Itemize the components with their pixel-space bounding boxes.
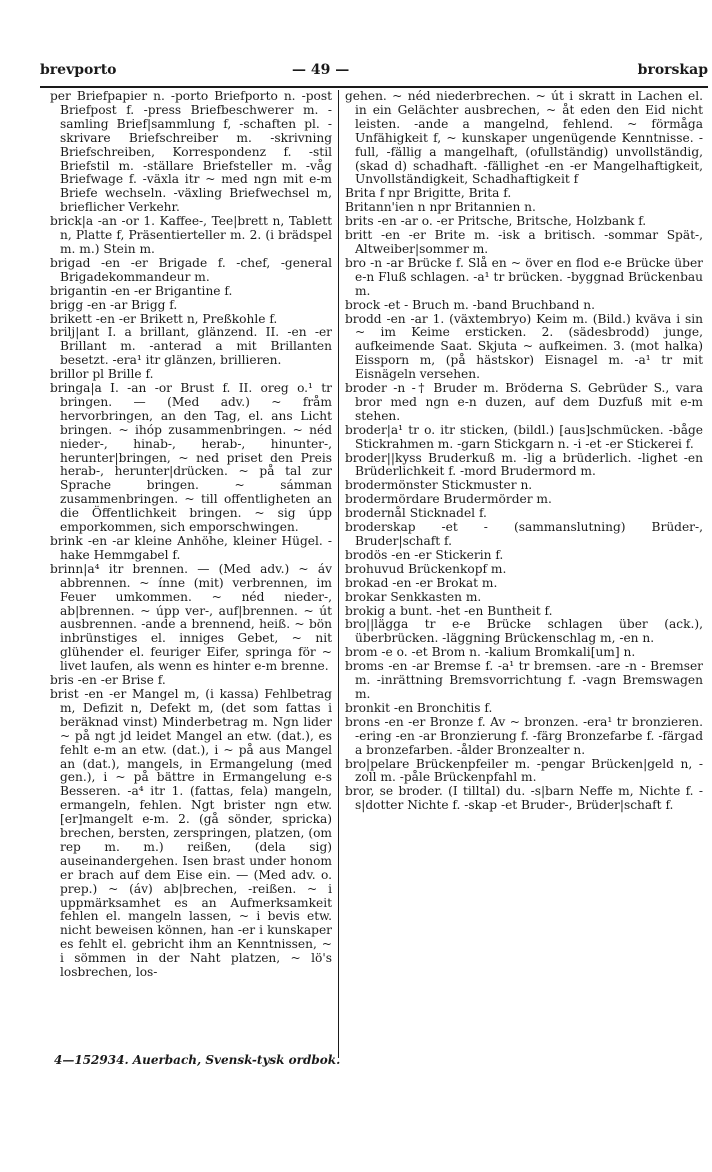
dictionary-entry: brilj|ant I. a brillant, glänzend. II. -en -er Brillant m. -anterad a mit Brillanten besetzt. -era¹ itr glänzen, brillieren. [50,325,332,368]
column-divider [338,90,339,1058]
dictionary-entry: brikett -en -er Brikett n, Preßkohle f. [50,311,278,326]
dictionary-entry: bro|pelare Brückenpfeiler m. -pengar Brücken|geld n, -zoll m. -påle Brückenpfahl m. [345,756,703,785]
dictionary-entry: broder|a¹ tr o. itr sticken, (bildl.) [aus]schmücken. -båge Stickrahmen m. -garn Stickgarn n. -i -et -er Stickerei f. [345,422,703,451]
header-rule [40,86,708,88]
page-footer: 4—152934. Auerbach, Svensk-tysk ordbok. [54,1053,341,1067]
left-headword: brevporto [40,62,117,78]
dictionary-entry: brits -en -ar o. -er Pritsche, Britsche, Holzbank f. [345,214,647,229]
dictionary-entry: brillor pl Brille f. [50,367,154,382]
right-column [345,90,703,813]
dictionary-entry: broderskap -et - (sammanslutning) Brüder-, Bruder|schaft f. [345,520,703,548]
dictionary-entry: brodermördare Brudermörder m. [345,492,552,507]
dictionary-entry: bris -en -er Brise f. [50,673,166,688]
right-headword: brorskap [637,62,708,78]
dictionary-entry: brigg -en -ar Brigg f. [50,297,178,312]
dictionary-entry: broder||kyss Bruderkuß m. -lig a brüderlich. -lighet -en Brüderlichkeit f. -mord Brudermord m. [345,450,703,479]
dictionary-entry: gehen. ~ néd niederbrechen. ~ út i skratt in Lachen el. in ein Gelächter ausbrechen, ~ åt eden den Eid nicht leisten. -ande a mangelnd, fehlend. ~ förmåga Unfähigkeit f, ~ kunskaper ungenügende Kenntnisse. -full, -fällig a mangelhaft, (ofullständig) unvollständig, (skad d) schadhaft. -fällighet -en -er Mangelhaftigkeit, Unvollständigkeit, Schadhaftigkeit f [345,89,703,187]
dictionary-entry: brodös -en -er Stickerin f. [345,547,504,562]
dictionary-entry: bringa|a I. -an -or Brust f. II. oreg o.¹ tr bringen. — (Med adv.) ~ fråm hervorbringen, an den Tag, el. ans Licht bringen. ~ ihóp zusammenbringen. ~ néd nieder-, hinab-, herab-, hinunter-, herunter|bringen, ~ ned priset den Preis herab-, herunter|drücken. ~ på tal zur Sprache bringen. ~ sámman zusammenbringen. ~ till offentligheten an die Öffentlichkeit bringen. ~ sig úpp emporkommen, sich emporschwingen. [50,381,332,535]
dictionary-entry: brock -et - Bruch m. -band Bruchband n. [345,297,595,312]
left-column [50,90,332,980]
dictionary-entry: brom -e o. -et Brom n. -kalium Bromkali[um] n. [345,645,636,660]
dictionary-entry: Britann'ien n npr Britannien n. [345,200,536,215]
dictionary-entry: brohuvud Brückenkopf m. [345,561,507,576]
dictionary-entry: brodernål Sticknadel f. [345,506,487,521]
dictionary-entry: brick|a -an -or 1. Kaffee-, Tee|brett n, Tablett n, Platte f, Präsentierteller m. 2. (i brädspel m. m.) Stein m. [50,214,332,256]
dictionary-entry: bro -n -ar Brücke f. Slå en ~ över en flod e-e Brücke über e-n Fluß schlagen. -a¹ tr brücken. -byggnad Brückenbau m. [345,255,703,298]
page-number: — 49 — [292,62,350,78]
dictionary-entry: bror, se broder. (I tilltal) du. -s|barn Neffe m, Nichte f. -s|dotter Nichte f. -skap -et Bruder-, Brüder|schaft f. [345,784,703,813]
dictionary-entry: broms -en -ar Bremse f. -a¹ tr bremsen. -are -n - Bremser m. -inrättning Bremsvorrichtung f. -vagn Bremswagen m. [345,659,703,701]
dictionary-entry: brokad -en -er Brokat m. [345,575,498,590]
dictionary-entry: brokar Senkkasten m. [345,589,482,604]
dictionary-entry: brodd -en -ar 1. (växtembryo) Keim m. (Bild.) kväva i sin ~ im Keime ersticken. 2. (sädesbrodd) junge, aufkeimende Saat. Skjuta ~ aufkeimen. 3. (mot halka) Eissporn m, (på hästskor) Eisnagel m. -a¹ tr mit Eisnägeln versehen. [345,311,703,382]
dictionary-entry: bronkit -en Bronchitis f. [345,700,493,715]
dictionary-entry: britt -en -er Brite m. -isk a britisch. -sommar Spät-, Altweiber|sommer m. [345,228,703,256]
dictionary-entry: broder -n -† Bruder m. Bröderna S. Gebrüder S., vara bror med ngn e-n duzen, auf dem Duzfuß mit e-m stehen. [345,381,703,423]
dictionary-entry: brokig a bunt. -het -en Buntheit f. [345,603,553,618]
page-header [40,62,712,82]
dictionary-entry: Brita f npr Brigitte, Brita f. [345,186,512,201]
dictionary-entry: bro||lägga tr e-e Brücke schlagen über (ack.), überbrücken. -läggning Brückenschlag m, -en n. [345,617,703,646]
dictionary-entry: brigantin -en -er Brigantine f. [50,283,233,298]
dictionary-entry: brink -en -ar kleine Anhöhe, kleiner Hügel. -hake Hemmgabel f. [50,534,332,562]
dictionary-entry: brigad -en -er Brigade f. -chef, -general Brigadekommandeur m. [50,255,332,284]
dictionary-entry: brinn|a⁴ itr brennen. — (Med adv.) ~ áv abbrennen. ~ ínne (mit) verbrennen, im Feuer umkommen. ~ néd nieder-, ab|brennen. ~ úpp ver-, auf|brennen. ~ út ausbrennen. -ande a brennend, heiß. ~ bön inbrünstiges el. inniges Gebet, ~ nit glühender el. feuriger Eifer, springa för ~ livet laufen, als wenn es hinter e-m brenne. [50,561,332,674]
dictionary-entry: brons -en -er Bronze f. Av ~ bronzen. -era¹ tr bronzieren. -ering -en -ar Bronzierung f. -färg Bronzefarbe f. -färgad a bronzefarben. -ålder Bronzealter n. [345,714,703,757]
dictionary-entry: brist -en -er Mangel m, (i kassa) Fehlbetrag m, Defizit n, Defekt m, (det som fattas i beräknad vinst) Minderbetrag m. Ngn lider ~ på ngt jd leidet Mangel an etw. (dat.), es fehlt e-m an etw. (dat.), i ~ på aus Mangel an (dat.), mangels, in Ermangelung (med gen.), i ~ på bättre in Ermangelung e-s Besseren. -a⁴ itr 1. (fattas, fela) mangeln, ermangeln, fehlen. Ngt brister ngn etw. [er]mangelt e-m. 2. (gå sönder, spricka) brechen, bersten, zerspringen, platzen, (om rep m. m.) reißen, (dela sig) auseinandergehen. Isen brast under honom er brach auf dem Eise ein. — (Med adv. o. prep.) ~ (áv) ab|brechen, -reißen. ~ i uppmärksamhet es an Aufmerksamkeit fehlen el. mangeln lassen, ~ i bevis etw. nicht beweisen können, han -er i kunskaper es fehlt el. gebricht ihm an Kenntnissen, ~ i sömmen in der Naht platzen, ~ lö's losbrechen, los- [50,686,332,980]
dictionary-entry: per Briefpapier n. -porto Briefporto n. -post Briefpost f. -press Briefbeschwerer m. -samling Brief|sammlung f, -schaften pl. -skrivare Briefschreiber m. -skrivning Briefschreiben, Korrespondenz f. -stil Briefstil m. -ställare Briefsteller m. -våg Briefwage f. -växla itr ~ med ngn mit e-m Briefe wechseln. -växling Briefwechsel m, brieflicher Verkehr. [50,89,332,215]
dictionary-entry: brodermönster Stickmuster n. [345,478,533,493]
